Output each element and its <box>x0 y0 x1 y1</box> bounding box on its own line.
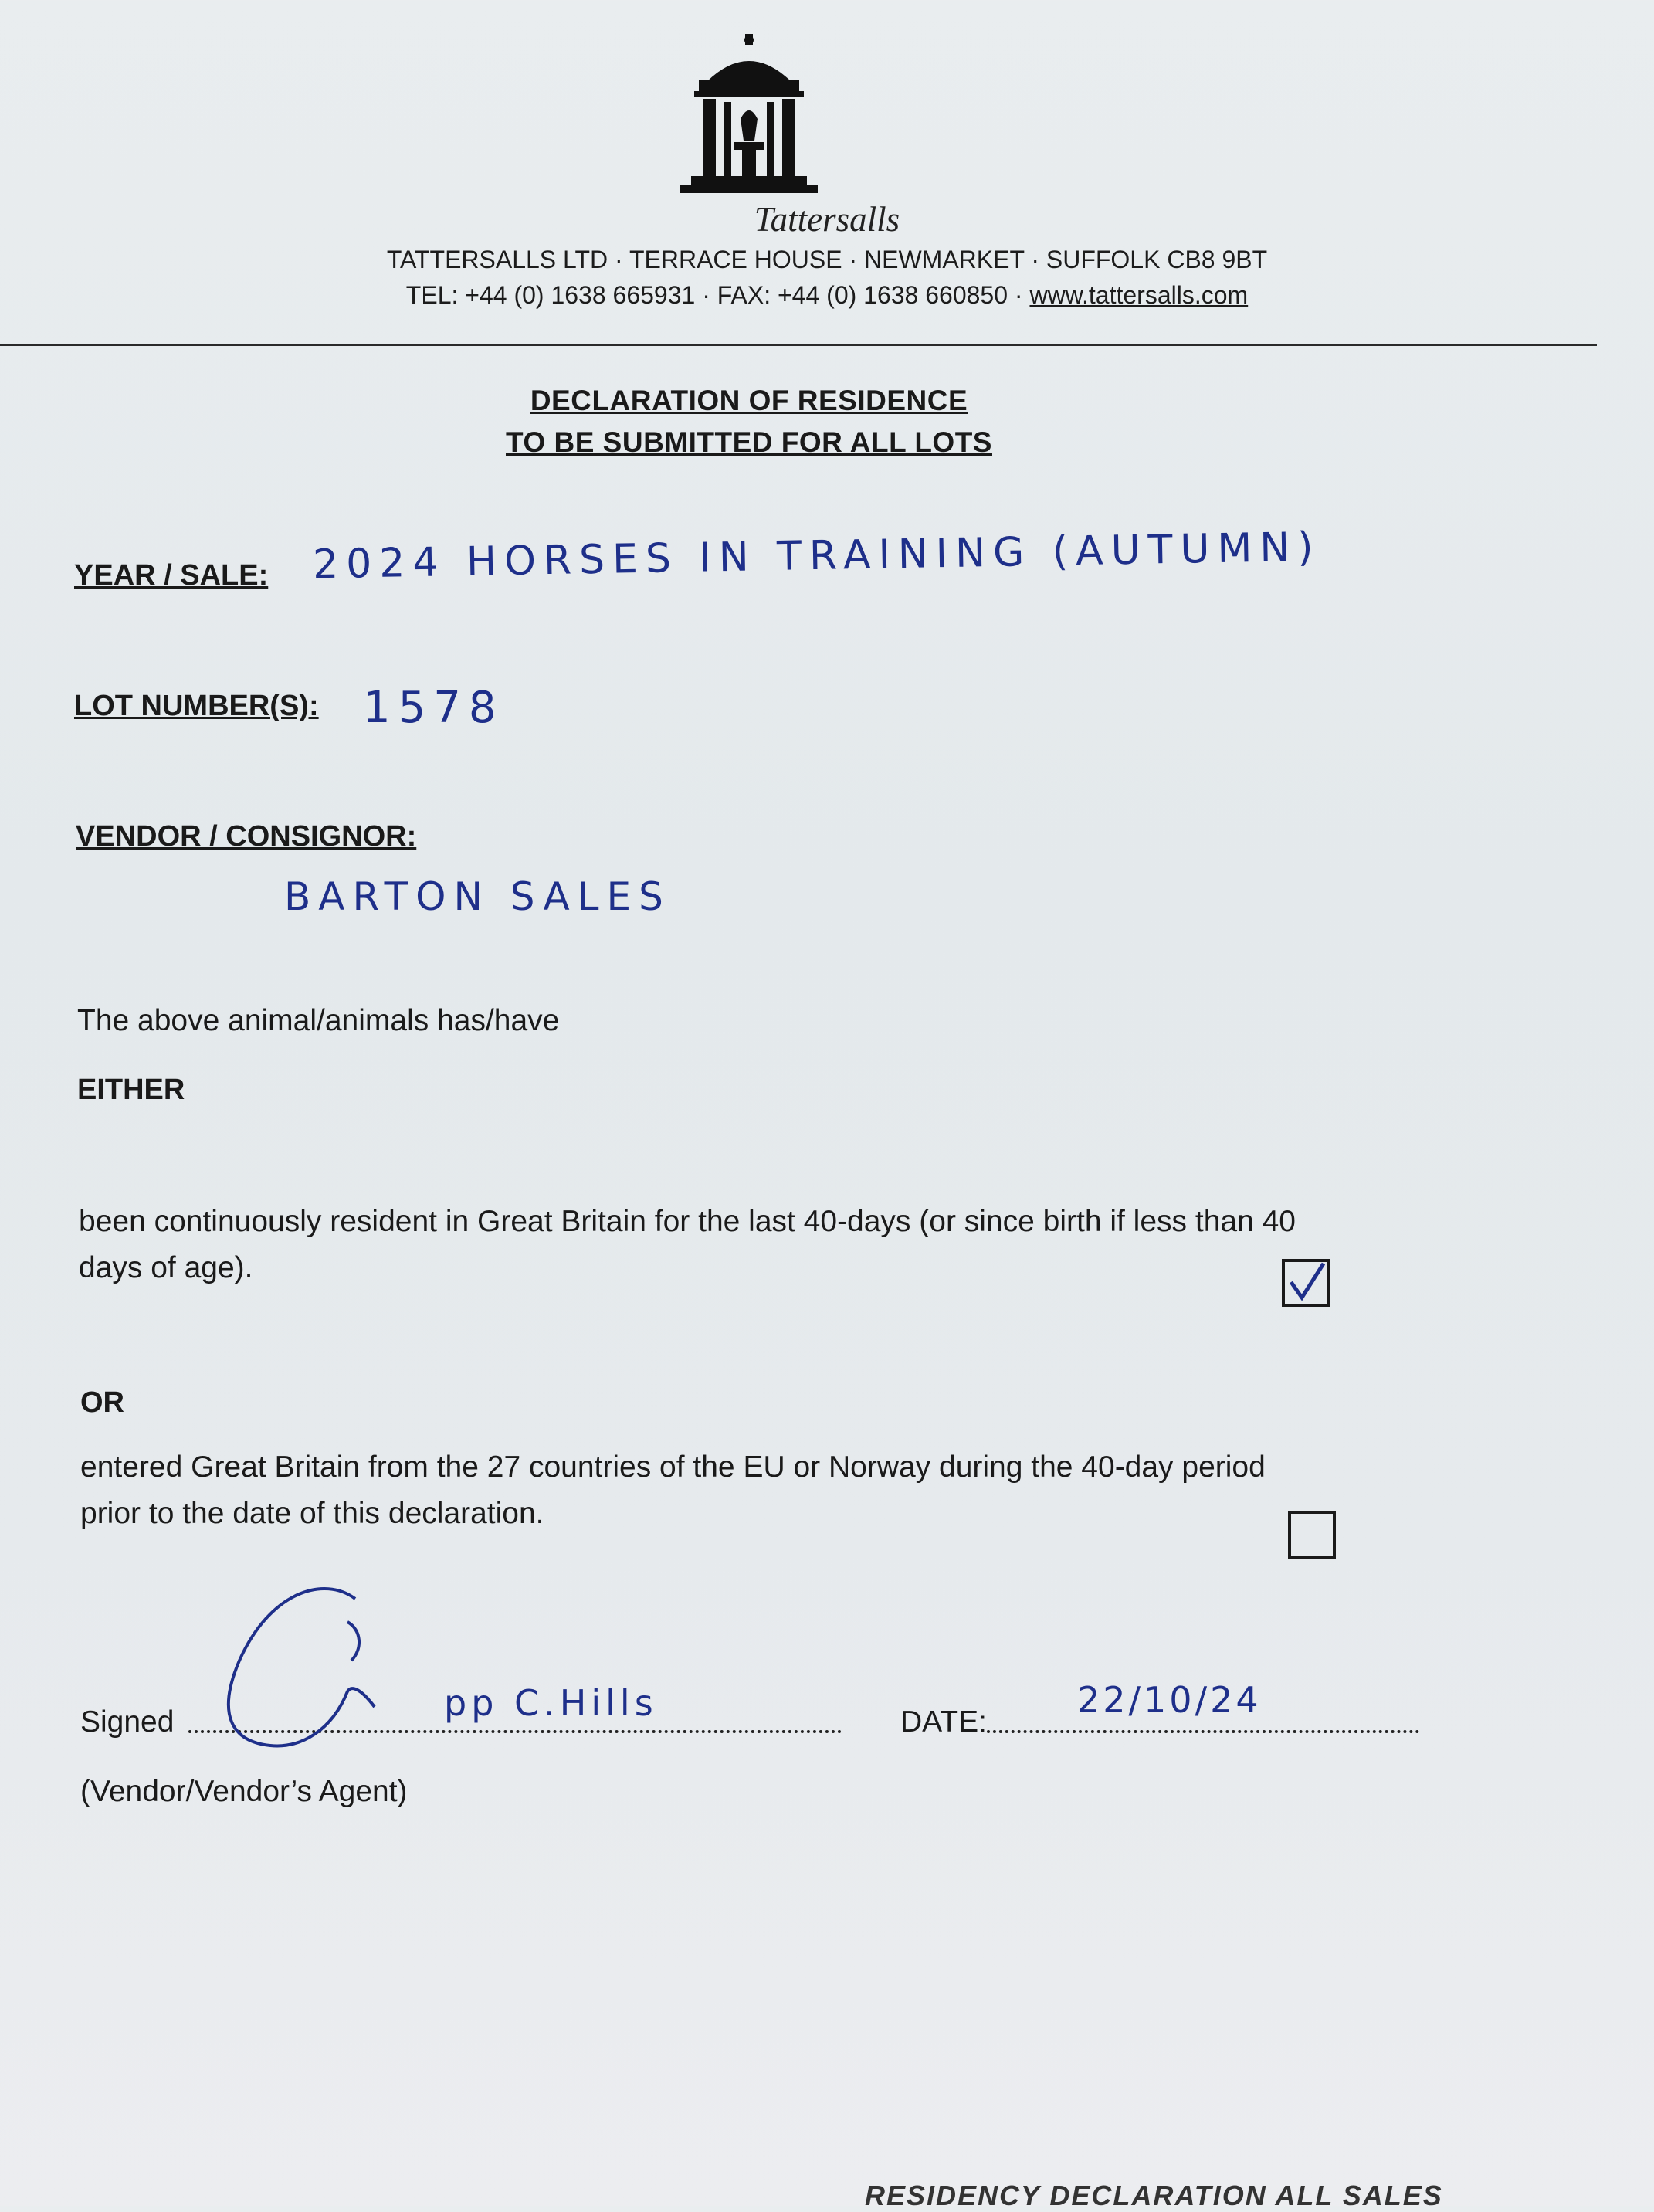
option2-line2: prior to the date of this declaration. <box>80 1497 544 1530</box>
vendor-field[interactable]: BARTON SALES <box>284 874 671 919</box>
brand-name: Tattersalls <box>754 200 900 239</box>
signed-label: Signed <box>80 1705 175 1739</box>
date-field[interactable]: 22/10/24 <box>1077 1679 1262 1721</box>
option1-line1: been continuously resident in Great Britain for the last 40-days (or since birth if less than 40 <box>79 1205 1296 1238</box>
header-divider <box>0 344 1597 346</box>
option2-checkbox[interactable] <box>1288 1511 1336 1559</box>
year-sale-label: YEAR / SALE: <box>74 559 269 592</box>
date-label: DATE: <box>900 1705 987 1739</box>
option2-line1: entered Great Britain from the 27 countries of the EU or Norway during the 40-day period <box>80 1450 1266 1484</box>
option1-text <box>79 1199 1484 1291</box>
lot-number-label: LOT NUMBER(S): <box>74 690 319 722</box>
address-line: TATTERSALLS LTD · TERRACE HOUSE · NEWMARKET · SUFFOLK CB8 9BT <box>386 246 1268 273</box>
intro-text: The above animal/animals has/have <box>77 1004 560 1037</box>
footer-tag: RESIDENCY DECLARATION ALL SALES <box>865 2180 1443 2211</box>
contact-line <box>0 281 1654 310</box>
tattersalls-logo-icon <box>676 34 822 200</box>
contact-text: TEL: +44 (0) 1638 665931 · FAX: +44 (0) 1638 660850 · <box>405 281 1030 309</box>
option1-checkbox[interactable] <box>1282 1259 1330 1307</box>
signature-field[interactable]: pp C.Hills <box>444 1682 658 1724</box>
option1-line2: days of age). <box>79 1251 253 1284</box>
signer-role: (Vendor/Vendor’s Agent) <box>80 1775 408 1808</box>
date-line <box>987 1730 1419 1733</box>
signature-scribble-icon <box>208 1576 394 1753</box>
form-title-line2: TO BE SUBMITTED FOR ALL LOTS <box>506 426 992 458</box>
year-sale-field[interactable]: 2024 HORSES IN TRAINING (AUTUMN) <box>312 524 1322 589</box>
either-label: EITHER <box>77 1074 185 1106</box>
lot-number-field[interactable]: 1578 <box>363 683 504 733</box>
check-mark-icon <box>1285 1262 1327 1304</box>
or-label: OR <box>80 1386 124 1419</box>
option2-text <box>80 1444 1486 1537</box>
vendor-label: VENDOR / CONSIGNOR: <box>76 820 417 853</box>
form-title-line1: DECLARATION OF RESIDENCE <box>530 385 968 416</box>
website-link[interactable]: www.tattersalls.com <box>1029 281 1249 309</box>
